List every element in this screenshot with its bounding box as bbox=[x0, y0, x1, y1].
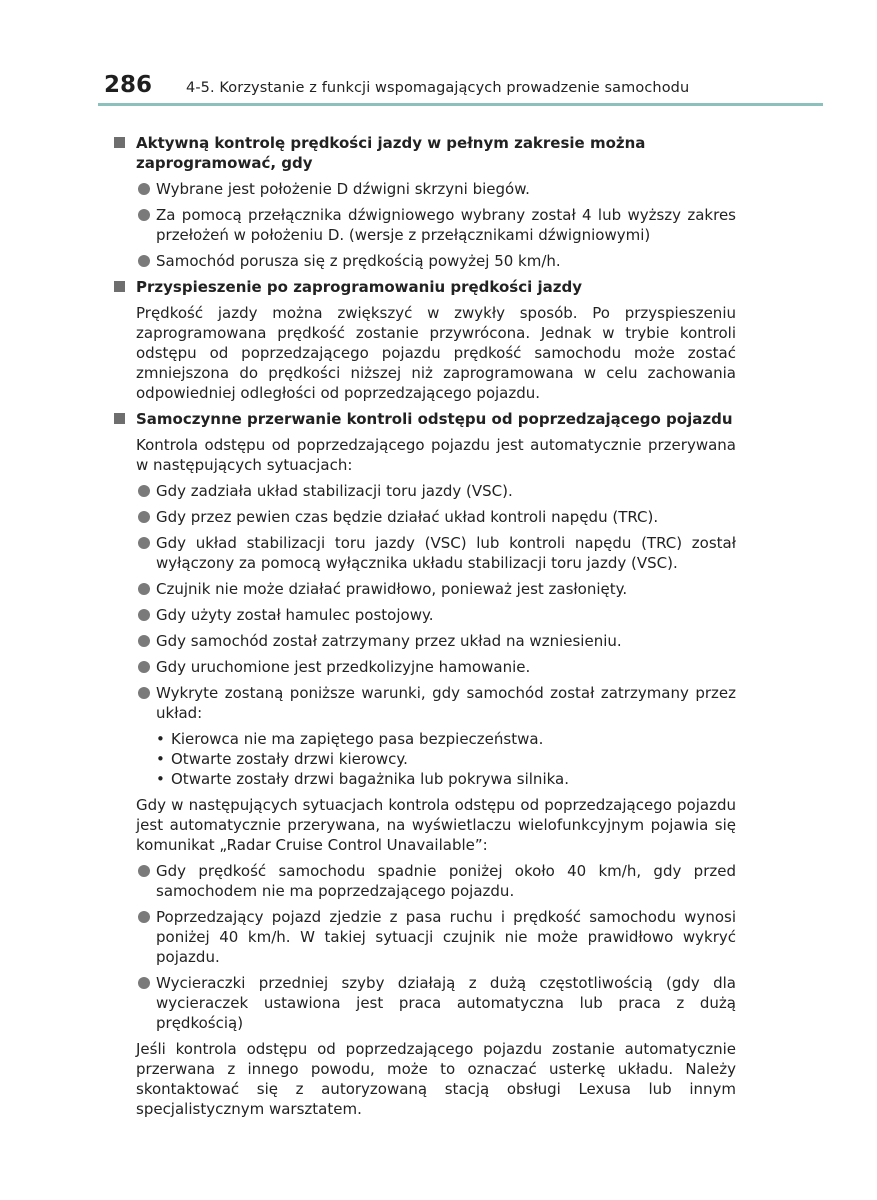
list-item bbox=[136, 657, 736, 677]
list-item bbox=[136, 683, 736, 723]
list-item-text: Gdy przez pewien czas będzie działać układ kontroli napędu (TRC). bbox=[156, 508, 659, 526]
list-item-text: Gdy układ stabilizacji toru jazdy (VSC) lub kontroli napędu (TRC) został wyłączony za pomocą wyłącznika układu stabilizacji toru jazdy (VSC). bbox=[156, 534, 736, 572]
section-title-text: Aktywną kontrolę prędkości jazdy w pełnym zakresie można zaprogramować, gdy bbox=[136, 134, 646, 172]
square-bullet-icon bbox=[114, 137, 125, 148]
list-item-text: Wybrane jest położenie D dźwigni skrzyni biegów. bbox=[156, 180, 530, 198]
round-bullet-icon bbox=[138, 635, 150, 647]
round-bullet-icon bbox=[138, 255, 150, 267]
header-divider bbox=[98, 103, 823, 106]
square-bullet-icon bbox=[114, 413, 125, 424]
list-item-text: Gdy użyty został hamulec postojowy. bbox=[156, 606, 434, 624]
list-item bbox=[136, 579, 736, 599]
sub-list-item-text: Otwarte zostały drzwi kierowcy. bbox=[171, 750, 408, 768]
page-number: 286 bbox=[104, 72, 153, 98]
paragraph: Jeśli kontrola odstępu od poprzedzającego pojazdu zostanie automatycznie przerwana z innego powodu, może to oznaczać usterkę układu. Należy skontaktować się z autoryzowaną stacją obsługi Lexusa lub innym specjalistycznym warsztatem. bbox=[136, 1040, 736, 1118]
square-bullet-icon bbox=[114, 281, 125, 292]
list-item-text: Czujnik nie może działać prawidłowo, ponieważ jest zasłonięty. bbox=[156, 580, 628, 598]
sub-bullet-list bbox=[156, 729, 736, 789]
list-item-text: Gdy prędkość samochodu spadnie poniżej około 40 km/h, gdy przed samochodem nie ma poprzedzającego pojazdu. bbox=[156, 862, 736, 900]
sub-list-item bbox=[156, 769, 736, 789]
round-bullet-icon bbox=[138, 977, 150, 989]
paragraph: Kontrola odstępu od poprzedzającego pojazdu jest automatycznie przerywana w następujących sytuacjach: bbox=[136, 436, 736, 474]
section-title bbox=[112, 133, 736, 173]
sub-list-item bbox=[156, 729, 736, 749]
list-item bbox=[136, 605, 736, 625]
page-header bbox=[0, 0, 877, 110]
round-bullet-icon bbox=[138, 609, 150, 621]
section-title bbox=[112, 277, 736, 297]
round-bullet-icon bbox=[138, 209, 150, 221]
list-item-text: Poprzedzający pojazd zjedzie z pasa ruchu i prędkość samochodu wynosi poniżej 40 km/h. W takiej sytuacji czujnik nie może prawidłowo wykryć pojazdu. bbox=[156, 908, 736, 966]
round-bullet-icon bbox=[138, 511, 150, 523]
list-item bbox=[136, 507, 736, 527]
list-item bbox=[136, 251, 736, 271]
round-bullet-icon bbox=[138, 183, 150, 195]
bullet-list bbox=[136, 861, 736, 1033]
paragraph: Gdy w następujących sytuacjach kontrola odstępu od poprzedzającego pojazdu jest automatycznie przerywana, na wyświetlaczu wielofunkcyjnym pojawia się komunikat „Radar Cruise Control Unavailable”: bbox=[136, 796, 736, 854]
list-item bbox=[136, 533, 736, 573]
sub-list-item bbox=[156, 749, 736, 769]
round-bullet-icon bbox=[138, 485, 150, 497]
round-bullet-icon bbox=[138, 661, 150, 673]
list-item bbox=[136, 973, 736, 1033]
list-item bbox=[136, 205, 736, 245]
list-item bbox=[136, 481, 736, 501]
list-item-text: Gdy samochód został zatrzymany przez układ na wzniesieniu. bbox=[156, 632, 622, 650]
round-bullet-icon bbox=[138, 583, 150, 595]
section-title-text: Przyspieszenie po zaprogramowaniu prędkości jazdy bbox=[136, 278, 582, 296]
section-title bbox=[112, 409, 736, 429]
list-item bbox=[136, 907, 736, 967]
list-item bbox=[136, 631, 736, 651]
list-item-text: Wykryte zostaną poniższe warunki, gdy samochód został zatrzymany przez układ: bbox=[156, 684, 736, 722]
list-item-text: Za pomocą przełącznika dźwigniowego wybrany został 4 lub wyższy zakres przełożeń w położeniu D. (wersje z przełącznikami dźwigniowymi) bbox=[156, 206, 736, 244]
list-item-text: Gdy uruchomione jest przedkolizyjne hamowanie. bbox=[156, 658, 531, 676]
small-bullet-icon: • bbox=[156, 730, 165, 748]
list-item-text: Gdy zadziała układ stabilizacji toru jazdy (VSC). bbox=[156, 482, 513, 500]
small-bullet-icon: • bbox=[156, 770, 165, 788]
page-content bbox=[112, 133, 736, 1125]
round-bullet-icon bbox=[138, 687, 150, 699]
list-item-text: Samochód porusza się z prędkością powyżej 50 km/h. bbox=[156, 252, 561, 270]
paragraph: Prędkość jazdy można zwiększyć w zwykły sposób. Po przyspieszeniu zaprogramowana prędkość zostanie przywrócona. Jednak w trybie kontroli odstępu od poprzedzającego pojazdu prędkość samochodu może zostać zmniejszona do prędkości niższej niż zaprogramowana w celu zachowania odpowiedniej odległości od poprzedzającego pojazdu. bbox=[136, 304, 736, 402]
section-title-text: Samoczynne przerwanie kontroli odstępu od poprzedzającego pojazdu bbox=[136, 410, 733, 428]
sub-list-item-text: Kierowca nie ma zapiętego pasa bezpieczeństwa. bbox=[171, 730, 544, 748]
bullet-list bbox=[136, 179, 736, 271]
round-bullet-icon bbox=[138, 911, 150, 923]
chapter-title: 4-5. Korzystanie z funkcji wspomagających prowadzenie samochodu bbox=[186, 80, 690, 96]
sub-list-item-text: Otwarte zostały drzwi bagażnika lub pokrywa silnika. bbox=[171, 770, 569, 788]
list-item bbox=[136, 179, 736, 199]
bullet-list bbox=[136, 481, 736, 723]
round-bullet-icon bbox=[138, 537, 150, 549]
small-bullet-icon: • bbox=[156, 750, 165, 768]
list-item bbox=[136, 861, 736, 901]
list-item-text: Wycieraczki przedniej szyby działają z dużą częstotliwością (gdy dla wycieraczek ustawiona jest praca automatyczna lub praca z dużą prędkością) bbox=[156, 974, 736, 1032]
round-bullet-icon bbox=[138, 865, 150, 877]
